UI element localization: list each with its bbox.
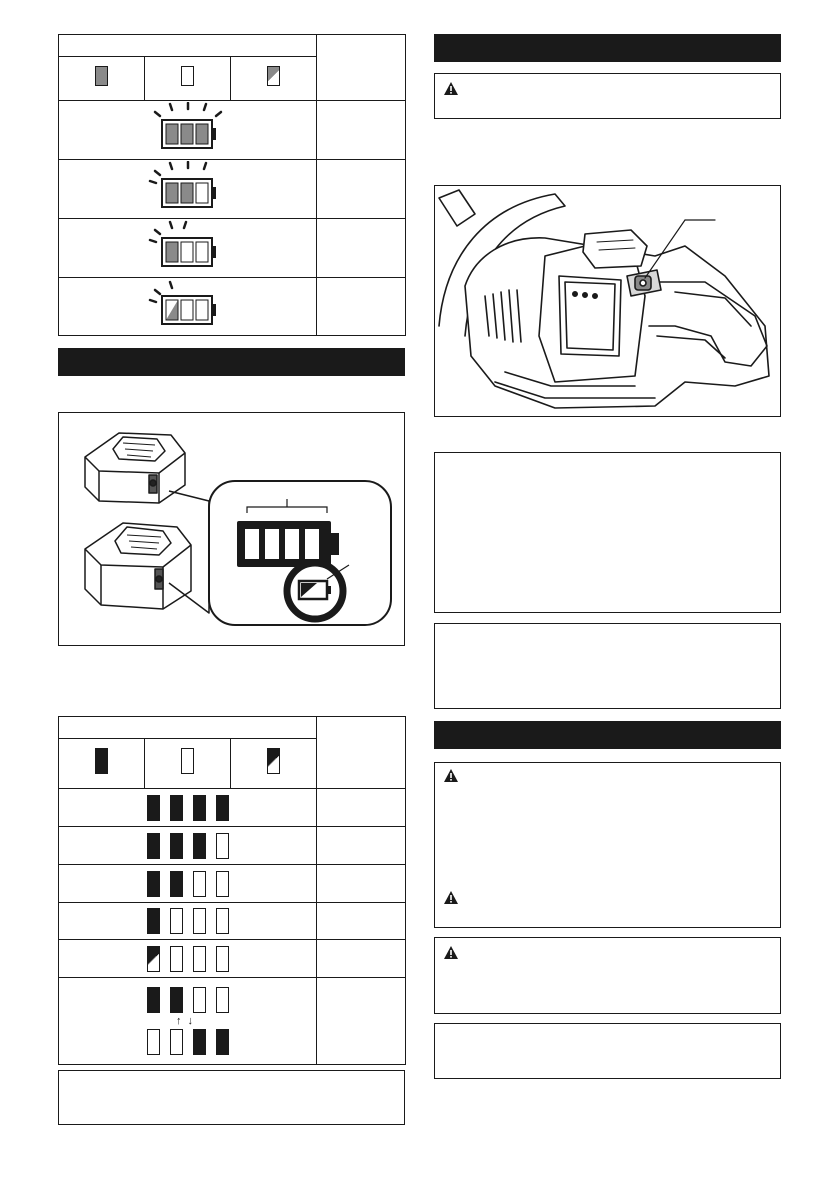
battery-icon <box>148 102 228 154</box>
legend-blinking <box>231 739 317 789</box>
legend-off <box>145 739 231 789</box>
indicator-row-alt <box>59 978 317 1065</box>
remaining-header <box>317 35 406 101</box>
remaining-header <box>317 717 406 789</box>
section-header-bar <box>434 721 781 749</box>
warning-box <box>434 937 781 1014</box>
warning-triangle-icon <box>444 891 458 904</box>
alternating-arrows: ↑↓ <box>176 1015 199 1027</box>
battery-pack-illustration <box>59 413 403 643</box>
note-box <box>434 1023 781 1079</box>
indicator-row-1 <box>59 101 317 160</box>
battery-icon <box>148 220 228 272</box>
battery-icon <box>148 278 228 330</box>
chainsaw-illustration <box>435 186 779 415</box>
indicator-row-2 <box>59 160 317 219</box>
indicator-row-1 <box>59 789 317 827</box>
warning-triangle-icon <box>444 946 458 959</box>
battery-pack-figure <box>58 412 405 646</box>
warning-box <box>434 73 781 119</box>
warning-box <box>434 762 781 928</box>
indicator-row-3 <box>59 865 317 903</box>
indicator-row-3 <box>59 219 317 278</box>
indicator-row-2 <box>59 827 317 865</box>
note-box <box>434 452 781 613</box>
indicator-header <box>59 717 317 739</box>
note-box <box>434 623 781 709</box>
tool-indicator-table <box>58 34 406 336</box>
section-header-bar <box>58 348 405 376</box>
legend-lit <box>59 57 145 101</box>
warning-triangle-icon <box>444 82 458 95</box>
note-box <box>58 1070 405 1125</box>
section-header-bar <box>434 34 781 62</box>
legend-blinking <box>231 57 317 101</box>
legend-lit <box>59 739 145 789</box>
indicator-row-4 <box>59 278 317 336</box>
chainsaw-figure <box>434 185 781 417</box>
warning-triangle-icon <box>444 769 458 782</box>
legend-off <box>145 57 231 101</box>
indicator-row-4 <box>59 903 317 940</box>
indicator-header <box>59 35 317 57</box>
battery-indicator-table <box>58 716 406 1065</box>
indicator-row-5 <box>59 940 317 978</box>
battery-icon <box>148 161 228 213</box>
